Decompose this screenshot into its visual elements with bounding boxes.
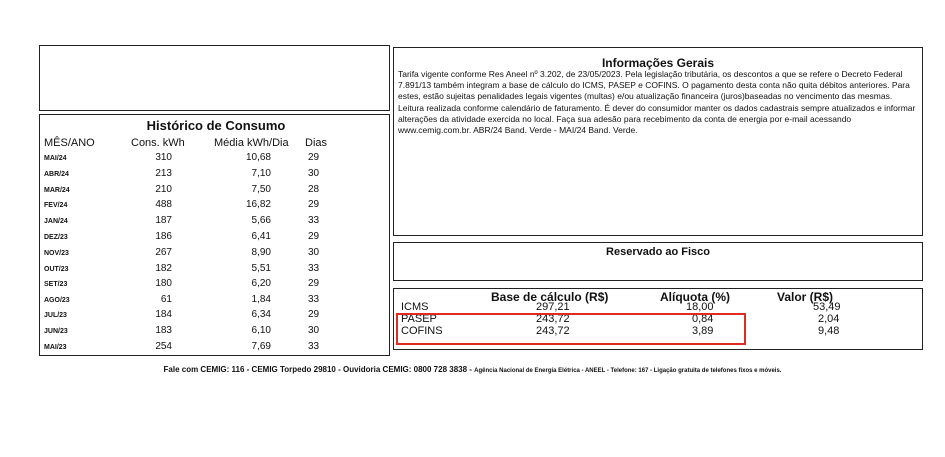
col-dias: Dias — [305, 137, 328, 149]
blank-top-left-box — [39, 45, 390, 111]
cons-cell: 488 — [155, 199, 172, 210]
tax-base-icms: 297,21 — [536, 301, 570, 313]
footer-contact — [0, 365, 945, 374]
mes-cell: NOV/23 — [44, 250, 69, 257]
media-cell: 5,66 — [251, 215, 271, 226]
informacoes-text: Tarifa vigente conforme Res Aneel nº 3.202, de 23/05/2023. Pela legislação tributária, os descontos a que se refere o Decreto Federal 7.891/13 também integram a base de cálculo do ICMS, PASEP e COFINS. O pagamento desta conta não quita débitos anteriores. Para estes, estão sujeitas penalidades legais vigentes (multas) e/ou atualização financeira (juros)baseadas no vencimento das mesmas. Leitura realizada conforme calendário de faturamento. É dever do consumidor manter os dados cadastrais sempre atualizados e informar alterações da atividade exercida no local. Faça sua adesão para recebimento da conta de energia por e-mail acessando www.cemig.com.br. ABR/24 Band. Verde - MAI/24 Band. Verde. — [398, 69, 916, 136]
cons-cell: 210 — [155, 184, 172, 195]
media-cell: 7,10 — [251, 168, 271, 179]
col-valor: Valor (R$) — [777, 290, 834, 304]
mes-cell: MAI/24 — [44, 155, 67, 162]
dias-cell: 29 — [308, 152, 320, 163]
media-cell: 8,90 — [251, 247, 271, 258]
col-media-kwh-dia: Média kWh/Dia — [214, 137, 289, 149]
cons-cell: 182 — [155, 263, 172, 274]
tax-aliquota-cofins: 3,89 — [692, 325, 714, 337]
cons-cell: 254 — [155, 341, 172, 352]
dias-cell: 29 — [308, 199, 320, 210]
col-cons-kwh: Cons. kWh — [131, 137, 185, 149]
fisco-title: Reservado ao Fisco — [606, 246, 710, 258]
media-cell: 6,41 — [251, 231, 271, 242]
dias-cell: 33 — [308, 263, 320, 274]
mes-cell: OUT/23 — [44, 266, 69, 273]
media-cell: 1,84 — [251, 294, 271, 305]
tax-aliquota-icms: 18,00 — [686, 301, 714, 313]
media-cell: 7,69 — [251, 341, 271, 352]
dias-cell: 29 — [308, 231, 320, 242]
cons-cell: 187 — [155, 215, 172, 226]
mes-cell: JUN/23 — [44, 328, 68, 335]
cons-cell: 310 — [155, 152, 172, 163]
tax-valor-cofins: 9,48 — [818, 325, 840, 337]
historico-title: Histórico de Consumo — [146, 118, 286, 133]
dias-cell: 29 — [308, 309, 320, 320]
mes-cell: DEZ/23 — [44, 234, 68, 241]
mes-cell: JAN/24 — [44, 218, 68, 225]
dias-cell: 28 — [308, 184, 320, 195]
media-cell: 5,51 — [251, 263, 271, 274]
cons-cell: 186 — [155, 231, 172, 242]
mes-cell: MAI/23 — [44, 344, 67, 351]
mes-cell: ABR/24 — [44, 171, 69, 178]
media-cell: 16,82 — [245, 199, 271, 210]
cons-cell: 213 — [155, 168, 172, 179]
media-cell: 10,68 — [245, 152, 271, 163]
footer-small-text: Agência Nacional de Energia Elétrica - ANEEL - Telefone: 167 - Ligação gratuita de telefones fixos e móveis. — [474, 368, 782, 374]
mes-cell: JUL/23 — [44, 312, 67, 319]
col-aliquota: Alíquota (%) — [660, 290, 730, 304]
dias-cell: 33 — [308, 294, 320, 305]
dias-cell: 33 — [308, 341, 320, 352]
dias-cell: 30 — [308, 325, 320, 336]
media-cell: 6,20 — [251, 278, 271, 289]
footer-main-text: Fale com CEMIG: 116 - CEMIG Torpedo 29810 - Ouvidoria CEMIG: 0800 728 3838 - — [163, 365, 475, 374]
dias-cell: 33 — [308, 215, 320, 226]
media-cell: 6,34 — [251, 309, 271, 320]
dias-cell: 29 — [308, 278, 320, 289]
tax-aliquota-pasep: 0,84 — [692, 313, 714, 325]
tax-name-pasep: PASEP — [401, 313, 437, 325]
informacoes-title: Informações Gerais — [601, 56, 715, 70]
tax-base-pasep: 243,72 — [536, 313, 570, 325]
cons-cell: 180 — [155, 278, 172, 289]
historico-consumo-box — [39, 114, 390, 356]
mes-cell: MAR/24 — [44, 187, 70, 194]
cons-cell: 183 — [155, 325, 172, 336]
dias-cell: 30 — [308, 168, 320, 179]
tax-name-cofins: COFINS — [401, 325, 443, 337]
media-cell: 7,50 — [251, 184, 271, 195]
mes-cell: SET/23 — [44, 281, 68, 288]
dias-cell: 30 — [308, 247, 320, 258]
cons-cell: 61 — [160, 294, 172, 305]
highlight-rectangle — [396, 313, 746, 345]
mes-cell: AGO/23 — [44, 297, 70, 304]
cons-cell: 267 — [155, 247, 172, 258]
cons-cell: 184 — [155, 309, 172, 320]
tax-valor-pasep: 2,04 — [818, 313, 840, 325]
col-mes-ano: MÊS/ANO — [44, 137, 95, 149]
tax-base-cofins: 243,72 — [536, 325, 570, 337]
mes-cell: FEV/24 — [44, 202, 68, 209]
media-cell: 6,10 — [251, 325, 271, 336]
tax-name-icms: ICMS — [401, 301, 429, 313]
col-base-calculo: Base de cálculo (R$) — [491, 290, 609, 304]
tax-valor-icms: 53,49 — [813, 301, 841, 313]
